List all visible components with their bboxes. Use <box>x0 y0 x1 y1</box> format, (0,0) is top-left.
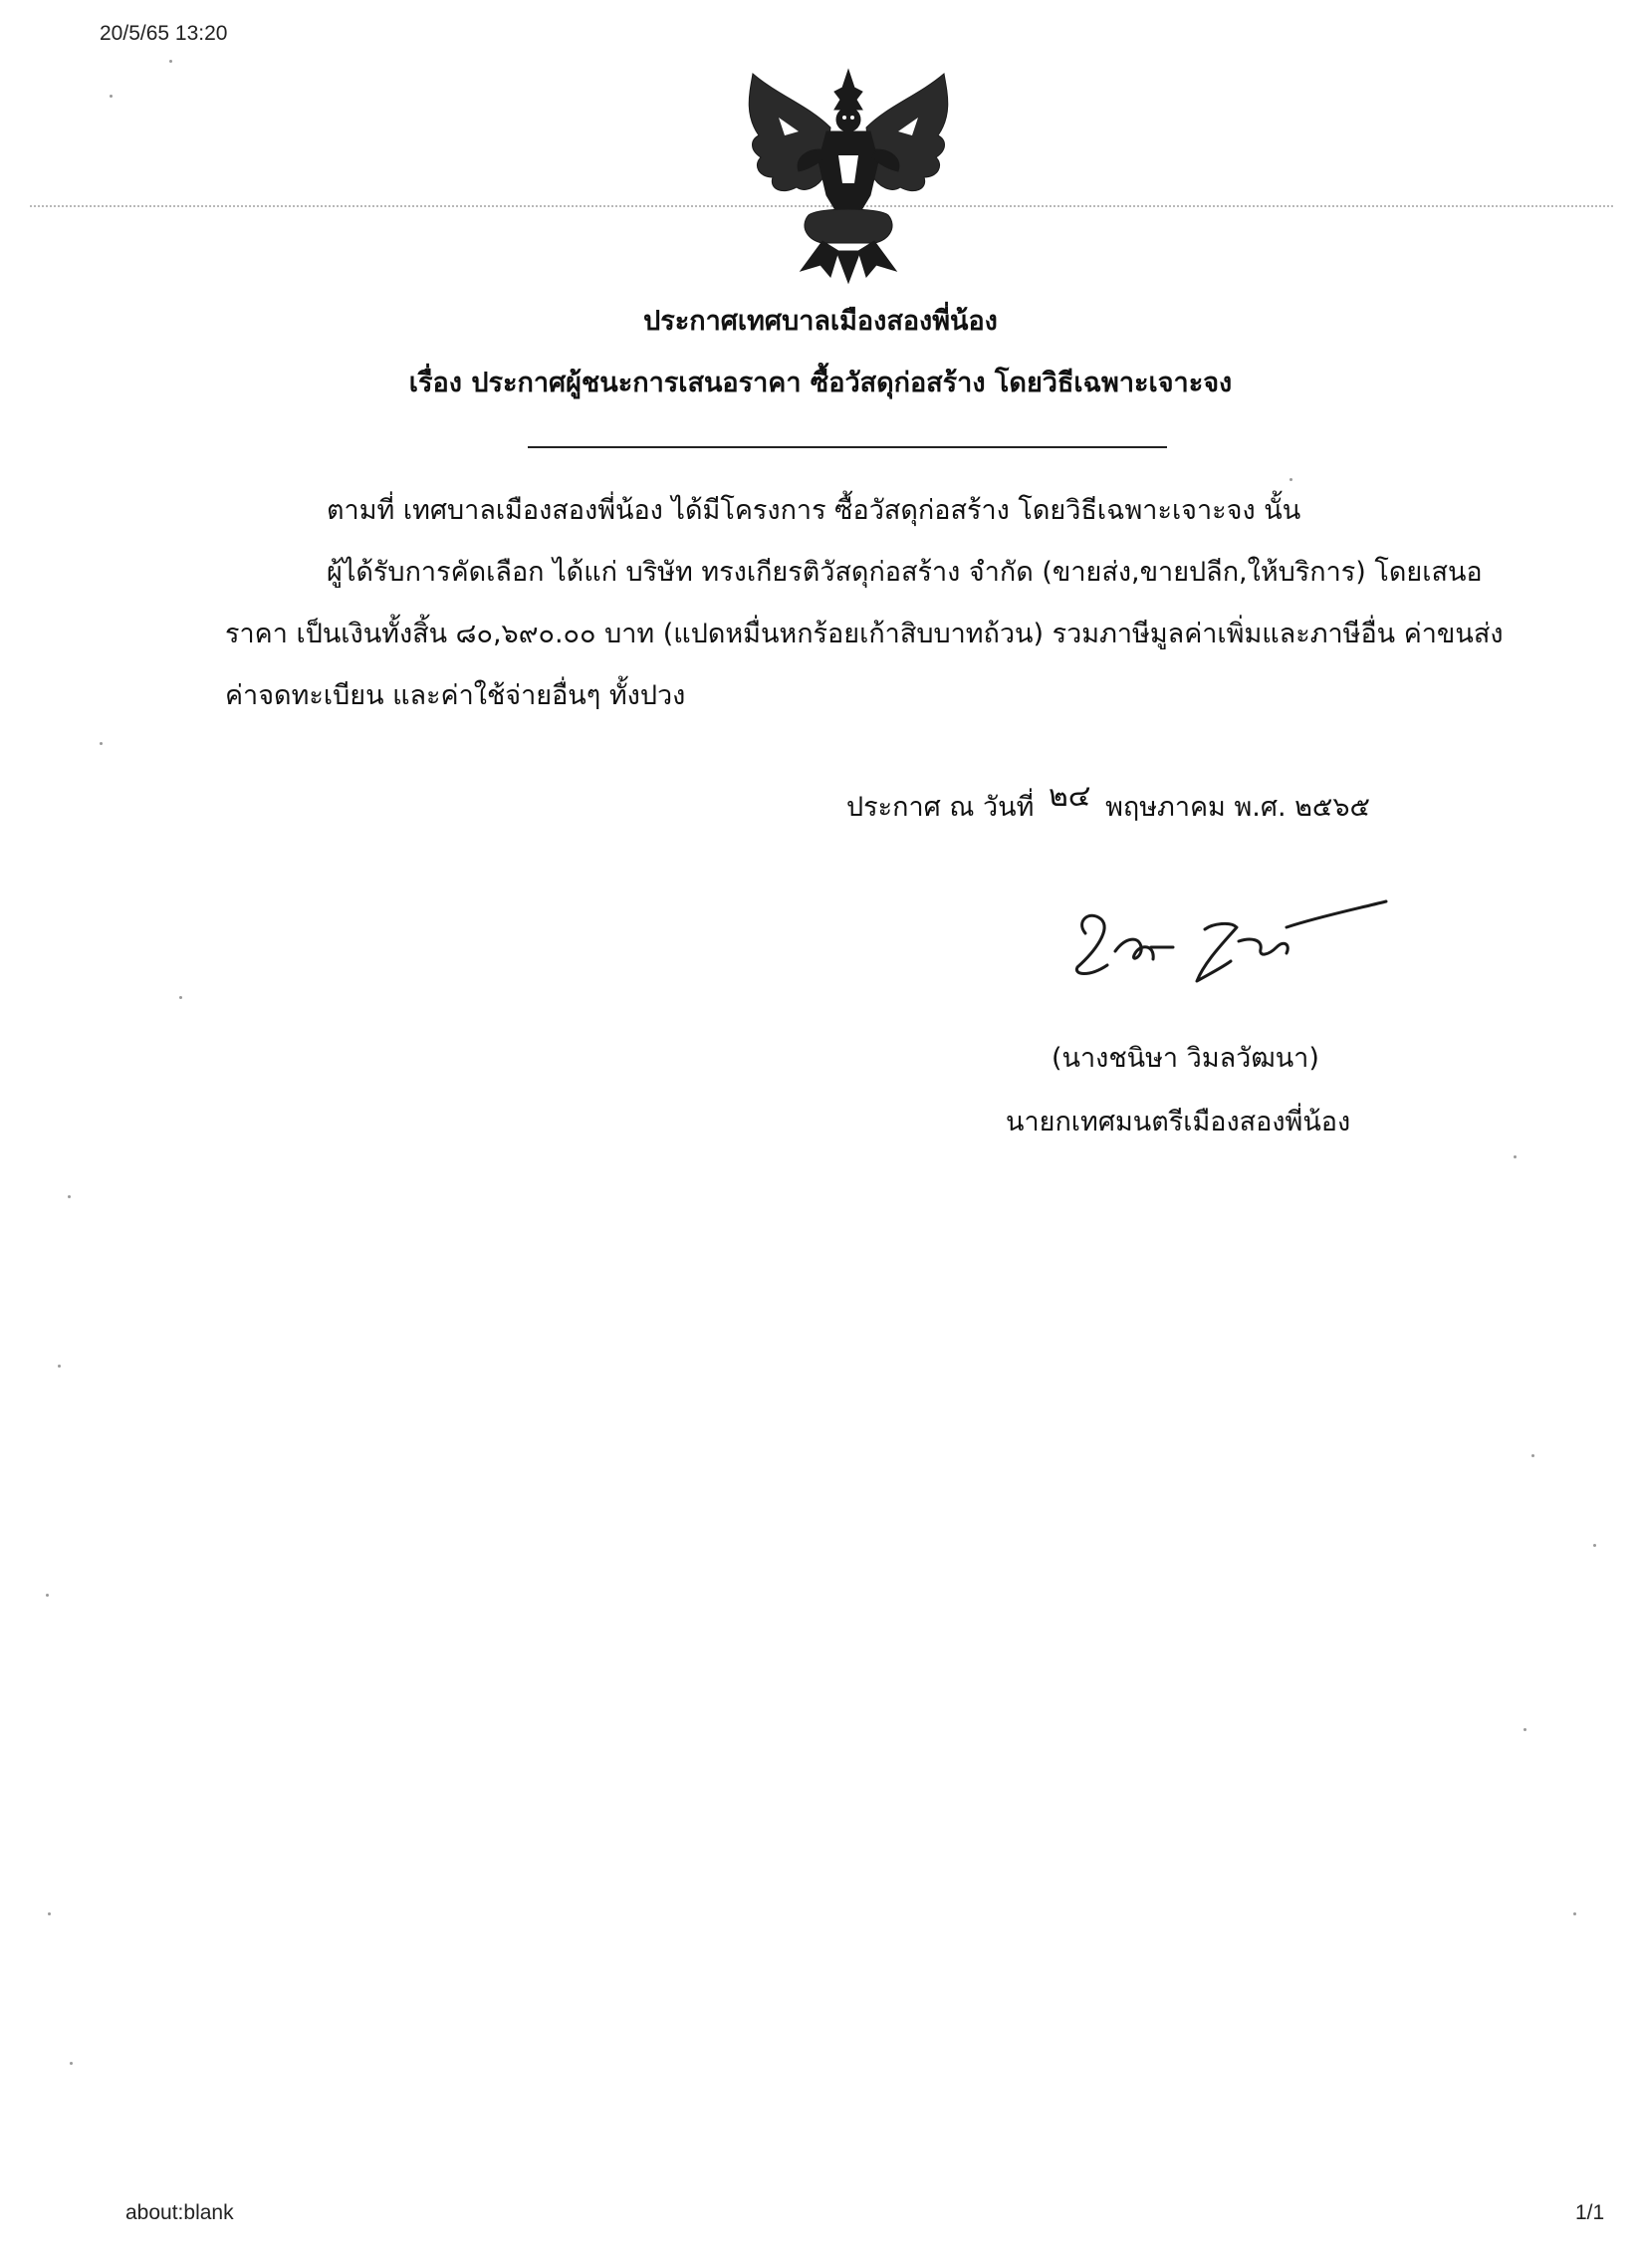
scan-speck <box>100 742 103 745</box>
paragraph-intro: ตามที่ เทศบาลเมืองสองพี่น้อง ได้มีโครงการ ซื้อวัสดุก่อสร้าง โดยวิธีเฉพาะเจาะจง นั้น <box>327 495 1301 526</box>
print-timestamp: 20/5/65 13:20 <box>100 22 228 45</box>
handwritten-signature <box>1055 882 1394 1001</box>
scan-speck <box>48 1912 51 1915</box>
document-subject: เรื่อง ประกาศผู้ชนะการเสนอราคา ซื้อวัสดุก่อสร้าง โดยวิธีเฉพาะเจาะจง <box>408 368 1233 398</box>
scan-speck <box>1573 1912 1576 1915</box>
signer-position: นายกเทศมนตรีเมืองสองพี่น้อง <box>1006 1107 1351 1137</box>
paragraph-winner-line-3: ค่าจดทะเบียน และค่าใช้จ่ายอื่นๆ ทั้งปวง <box>225 680 686 711</box>
paragraph-winner-line-2: ราคา เป็นเงินทั้งสิ้น ๘๐,๖๙๐.๐๐ บาท (แปดหมื่นหกร้อยเก้าสิบบาทถ้วน) รวมภาษีมูลค่าเพิ่มและภาษีอื่น ค่าขนส่ง <box>225 619 1504 649</box>
date-suffix: พฤษภาคม พ.ศ. ๒๕๖๕ <box>1105 792 1370 823</box>
scan-speck <box>179 996 182 999</box>
scan-speck <box>169 60 172 63</box>
announcement-date <box>846 779 1370 830</box>
print-footer-page-number: 1/1 <box>1575 2201 1605 2224</box>
scan-speck <box>1289 478 1292 481</box>
scan-speck <box>110 95 113 98</box>
paragraph-winner-line-1: ผู้ได้รับการคัดเลือก ได้แก่ บริษัท ทรงเกียรติวัสดุก่อสร้าง จำกัด (ขายส่ง,ขายปลีก,ให้บริการ) โดยเสนอ <box>327 557 1483 588</box>
date-prefix: ประกาศ ณ วันที่ <box>846 792 1035 823</box>
scan-speck <box>1593 1544 1596 1547</box>
date-day-handwritten: ๒๔ <box>1049 779 1091 814</box>
title-divider <box>528 446 1167 448</box>
garuda-emblem-icon <box>739 66 958 287</box>
document-title: ประกาศเทศบาลเมืองสองพี่น้อง <box>643 306 998 337</box>
scan-speck <box>70 2062 73 2065</box>
scan-speck <box>46 1594 49 1597</box>
signer-name: (นางชนิษา วิมลวัฒนา) <box>1052 1043 1319 1074</box>
scan-speck <box>58 1365 61 1368</box>
print-footer-url: about:blank <box>125 2201 234 2224</box>
scan-speck <box>1524 1728 1526 1731</box>
scan-speck <box>1531 1454 1534 1457</box>
scan-speck <box>68 1195 71 1198</box>
scan-speck <box>1514 1155 1517 1158</box>
